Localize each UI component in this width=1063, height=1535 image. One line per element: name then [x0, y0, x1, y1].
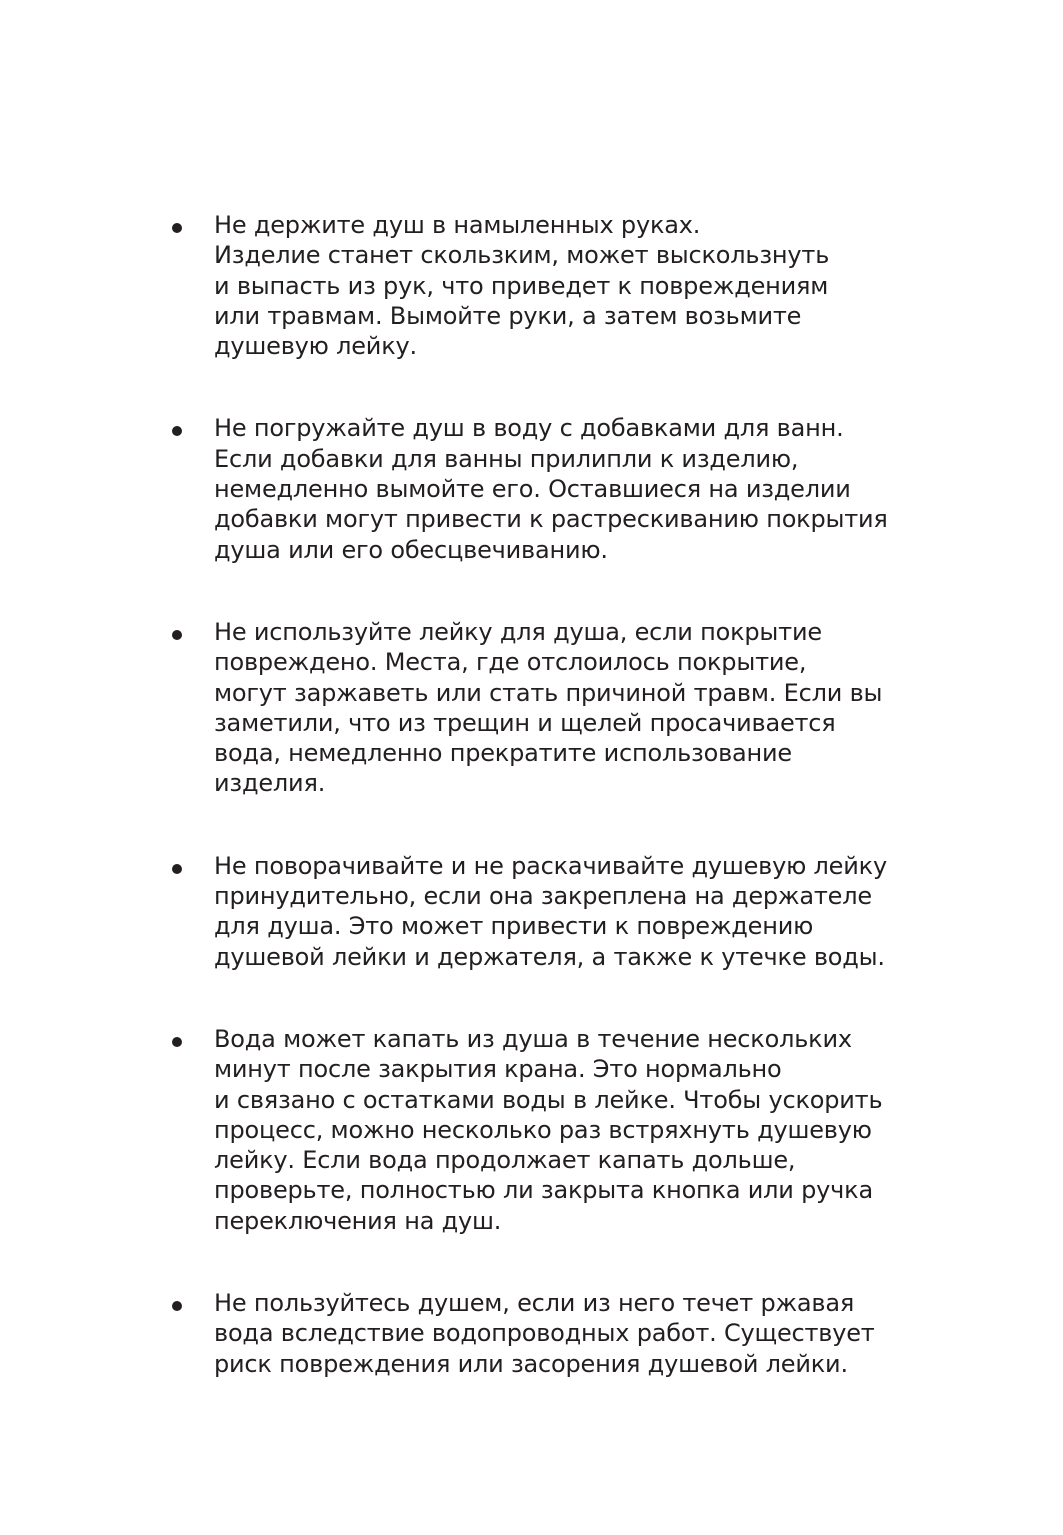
warning-text-line: Если добавки для ванны прилипли к изделию,	[214, 444, 799, 473]
warning-text	[214, 1288, 908, 1379]
warning-text-line: Не поворачивайте и не раскачивайте душевую лейку	[214, 851, 887, 880]
warning-text-line: повреждено. Места, где отслоилось покрытие,	[214, 648, 807, 677]
bullet-icon	[172, 426, 182, 436]
warning-text-line: заметили, что из трещин и щелей просачивается	[214, 708, 836, 737]
warning-text-line: принудительно, если она закреплена на держателе	[214, 882, 872, 911]
warning-text-line: могут заржаветь или стать причиной травм. Если вы	[214, 678, 883, 707]
warning-text-line: душа или его обесцвечиванию.	[214, 535, 608, 564]
warning-item	[168, 413, 908, 564]
warning-item	[168, 210, 908, 361]
warning-text-line: Вода может капать из душа в течение нескольких	[214, 1024, 852, 1053]
warning-item	[168, 851, 908, 972]
warning-text-line: и связано с остатками воды в лейке. Чтобы ускорить	[214, 1085, 883, 1114]
warning-text-line: или травмам. Вымойте руки, а затем возьмите	[214, 301, 802, 330]
warning-item	[168, 1288, 908, 1379]
warning-text	[214, 851, 908, 972]
bullet-icon	[172, 1037, 182, 1047]
warning-text-line: минут после закрытия крана. Это нормально	[214, 1055, 782, 1084]
warning-text-line: вода вследствие водопроводных работ. Существует	[214, 1319, 875, 1348]
warning-item	[168, 617, 908, 799]
warning-text-line: Не держите душ в намыленных руках.	[214, 211, 701, 239]
warning-text-line: и выпасть из рук, что приведет к повреждениям	[214, 271, 829, 300]
bullet-icon	[172, 1301, 182, 1311]
warning-text-line: душевой лейки и держателя, а также к утечке воды.	[214, 942, 885, 971]
bullet-icon	[172, 630, 182, 640]
warning-text	[214, 210, 908, 361]
warning-text-line: процесс, можно несколько раз встряхнуть душевую	[214, 1115, 872, 1144]
warning-text-line: переключения на душ.	[214, 1206, 502, 1235]
warning-text-line: душевую лейку.	[214, 332, 417, 361]
warning-text	[214, 1024, 908, 1236]
warning-text-line: добавки могут привести к растрескиванию покрытия	[214, 505, 888, 534]
warning-text-line: изделия.	[214, 769, 326, 798]
warning-text-line: проверьте, полностью ли закрыта кнопка или ручка	[214, 1176, 873, 1205]
warning-text-line: вода, немедленно прекратите использование	[214, 739, 792, 768]
warning-text-line: лейку. Если вода продолжает капать дольше,	[214, 1146, 796, 1175]
bullet-icon	[172, 223, 182, 233]
bullet-icon	[172, 864, 182, 874]
warning-text-line: риск повреждения или засорения душевой лейки.	[214, 1349, 848, 1378]
warning-text-line: для душа. Это может привести к повреждению	[214, 912, 814, 941]
warning-text	[214, 617, 908, 799]
warning-text-line: Не используйте лейку для душа, если покрытие	[214, 617, 822, 646]
warning-text-line: Не пользуйтесь душем, если из него течет ржавая	[214, 1289, 855, 1318]
warning-text-line: немедленно вымойте его. Оставшиеся на изделии	[214, 475, 851, 504]
warning-item	[168, 1024, 908, 1236]
warning-list	[168, 210, 908, 1379]
warning-text-line: Изделие станет скользким, может выскользнуть	[214, 241, 830, 270]
warning-text	[214, 413, 908, 564]
warning-text-line: Не погружайте душ в воду с добавками для ванн.	[214, 414, 844, 443]
